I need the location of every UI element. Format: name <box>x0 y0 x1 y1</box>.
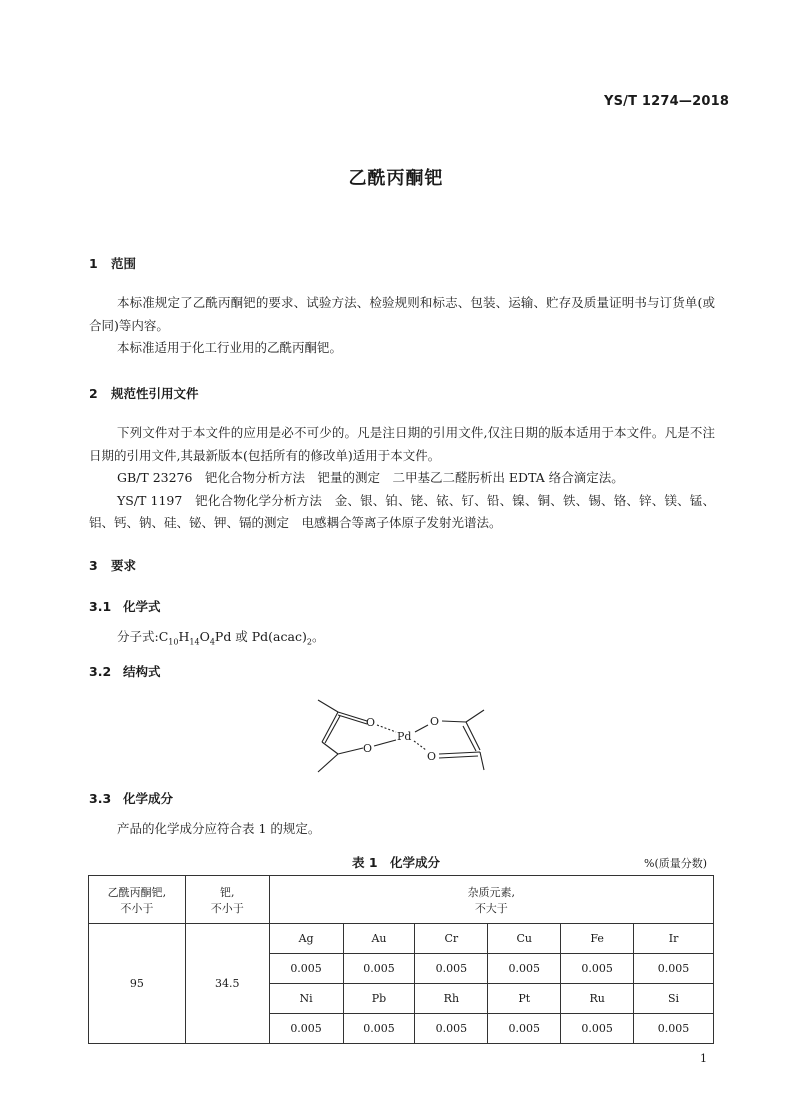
paragraph: 本标准规定了乙酰丙酮钯的要求、试验方法、检验规则和标志、包装、运输、贮存及质量证明书与订货单(或合同)等内容。 <box>89 295 715 333</box>
value-cell: 0.005 <box>488 1014 561 1044</box>
header-cell: 钯, 不小于 <box>185 876 269 924</box>
element-cell: Ni <box>269 984 343 1014</box>
paragraph: GB/T 23276 钯化合物分析方法 钯量的测定 二甲基乙二醛肟析出 EDTA 络合滴定法。 <box>117 470 624 485</box>
bond <box>325 716 340 743</box>
table-unit: %(质量分数) <box>644 857 708 870</box>
coordination-bond <box>377 725 396 732</box>
value-cell: 0.005 <box>343 1014 415 1044</box>
section-3-heading <box>89 556 136 574</box>
section-2-body <box>89 422 715 535</box>
section-number: 1 <box>89 256 98 271</box>
value-cell: 0.005 <box>561 1014 634 1044</box>
value-cell: 0.005 <box>343 954 415 984</box>
subsection-3-2-heading <box>89 662 161 680</box>
bond <box>439 752 480 754</box>
element-cell: Fe <box>561 924 634 954</box>
table-header-row <box>89 876 714 924</box>
oxygen-atom: O <box>430 715 440 728</box>
molecular-formula: 分子式$:C_{10}H_{14}O_4Pd$ 或 $Pd(acac)_2$。 <box>117 629 325 647</box>
header-cell: 乙酰丙酮钯, 不小于 <box>89 876 186 924</box>
element-cell: Rh <box>415 984 488 1014</box>
bond <box>442 721 466 722</box>
value-cell: 0.005 <box>415 954 488 984</box>
value-cell: 0.005 <box>488 954 561 984</box>
element-cell: Cr <box>415 924 488 954</box>
bond <box>439 756 478 758</box>
subsection-3-3-heading <box>89 789 173 807</box>
element-cell: Au <box>343 924 415 954</box>
section-title: 范围 <box>111 256 137 271</box>
paragraph: 下列文件对于本文件的应用是必不可少的。凡是注日期的引用文件,仅注日期的版本适用于本文件。凡是不注日期的引用文件,其最新版本(包括所有的修改单)适用于本文件。 <box>89 425 715 463</box>
structural-formula <box>300 692 500 782</box>
value-cell: 0.005 <box>634 1014 714 1044</box>
value-cell: 0.005 <box>269 1014 343 1044</box>
table-row <box>89 924 714 954</box>
subsection-number: 3.3 <box>89 791 112 806</box>
section-2-heading <box>89 384 199 402</box>
oxygen-atom: O <box>427 750 437 763</box>
chemical-composition-table <box>88 875 714 1044</box>
oxygen-atom: O <box>363 742 373 755</box>
table-cell: 95 <box>89 924 186 1044</box>
section-title: 要求 <box>111 558 137 573</box>
subsection-number: 3.1 <box>89 599 112 614</box>
bond <box>318 754 338 772</box>
bond <box>480 752 484 770</box>
subsection-number: 3.2 <box>89 664 112 679</box>
subsection-3-1-heading <box>89 597 161 615</box>
oxygen-atom: O <box>366 716 376 729</box>
bond <box>374 740 396 746</box>
bond <box>415 725 428 732</box>
section-1-body <box>89 292 715 360</box>
section-number: 3 <box>89 558 98 573</box>
paragraph: 本标准适用于化工行业用的乙酰丙酮钯。 <box>117 340 343 355</box>
table-caption: 表 1 化学成分 <box>351 855 441 870</box>
subsection-title: 化学式 <box>123 599 161 614</box>
section-number: 2 <box>89 386 98 401</box>
coordination-bond <box>414 741 426 750</box>
bond <box>466 710 484 722</box>
element-cell: Ag <box>269 924 343 954</box>
composition-paragraph: 产品的化学成分应符合表 1 的规定。 <box>117 821 321 836</box>
standard-code: YS/T 1274—2018 <box>604 94 730 109</box>
subsection-title: 化学成分 <box>123 791 174 806</box>
value-cell: 0.005 <box>634 954 714 984</box>
document-title: 乙酰丙酮钯 <box>348 168 444 189</box>
element-cell: Cu <box>488 924 561 954</box>
section-1-heading <box>89 254 136 272</box>
section-title: 规范性引用文件 <box>111 386 199 401</box>
table-cell: 34.5 <box>185 924 269 1044</box>
page-number: 1 <box>700 1052 707 1065</box>
element-cell: Ir <box>634 924 714 954</box>
value-cell: 0.005 <box>415 1014 488 1044</box>
value-cell: 0.005 <box>561 954 634 984</box>
value-cell: 0.005 <box>269 954 343 984</box>
element-cell: Pt <box>488 984 561 1014</box>
palladium-atom: Pd <box>397 730 412 743</box>
subsection-title: 结构式 <box>123 664 161 679</box>
paragraph: YS/T 1197 钯化合物化学分析方法 金、银、铂、铑、铱、钌、铅、镍、铜、铁、锡、铬、锌、镁、锰、铝、钙、钠、硅、铋、钾、镉的测定 电感耦合等离子体原子发射光谱法。 <box>89 492 715 530</box>
bond <box>338 748 363 754</box>
bond <box>322 712 338 742</box>
element-cell: Pb <box>343 984 415 1014</box>
bond <box>322 742 338 754</box>
element-cell: Si <box>634 984 714 1014</box>
header-cell: 杂质元素, 不大于 <box>269 876 713 924</box>
element-cell: Ru <box>561 984 634 1014</box>
bond <box>318 700 338 712</box>
